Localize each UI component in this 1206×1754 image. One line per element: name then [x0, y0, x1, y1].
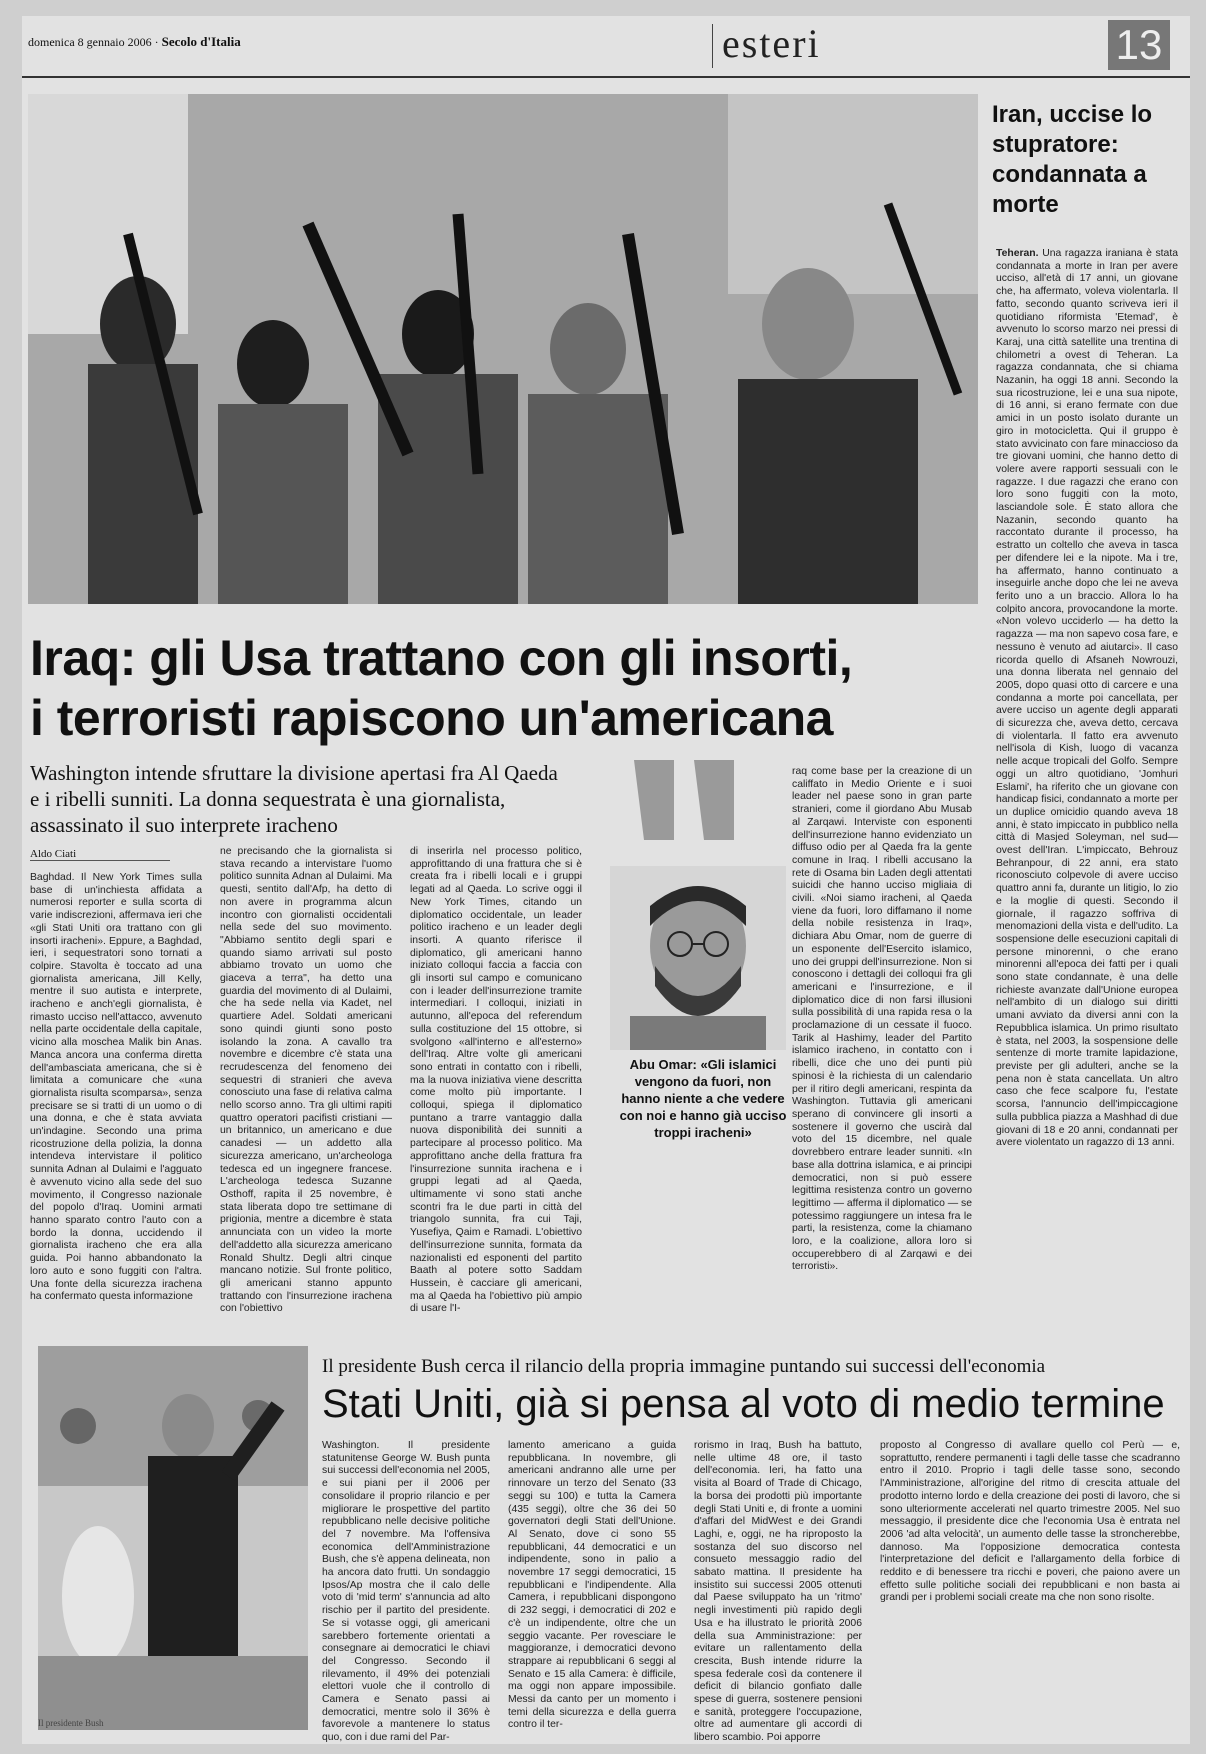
bottom-column-1: Washington. Il presidente statunitense George W. Bush punta sui successi dell'economia nel 2005, e sui piani per il 2006 per consolidare il proprio rilancio e per migliorare le prospettive del partito repubblicano nelle decisive politiche del 7 novembre. Ma l'offensiva economica dell'Amministrazione Bush, che s'è appena delineata, non ha ancora dato frutti. Un sondaggio Ipsos/Ap mostra che il calo delle voto di 'mid term' s'annuncia ad alto rischio per il partito del presidente. Se si votasse oggi, gli americani sarebbero fortemente orientati a consegnare ai democratici le chiavi del Congresso. Secondo il rilevamento, il 49% dei potenziali elettori vuole che il controllo di Camera e Senato passi ai democratici, mentre solo il 36% è favorevole a mantenere lo status quo, con i due rami del Par-	[322, 1440, 490, 1744]
byline: Aldo Ciati	[30, 848, 170, 861]
main-column-2: ne precisando che la giornalista si stava recando a intervistare l'uomo politico sunnita Adnan al Dulaimi. Ma questi, sentito dall'Afp, ha detto di non avere in programma alcun incontro con giornalisti occidentali nella sede del suo movimento. "Abbiamo sentito degli spari e quando siamo arrivati sul posto abbiamo trovato un uomo che giaceva a terra", ha detto una guardia del movimento di al Dulaimi, che ha sede nella via Kadet, nel quartiere Adel. Soldati americani sono quindi giunti sono posto isolando la zona. A cavallo tra novembre e dicembre c'è stata una recrudescenza del fenomeno dei sequestri di stranieri che aveva conosciuto una fase di relativa calma nello scorso anno. Tra gli ultimi rapiti quattro operatori pacifisti cristiani — un britannico, un americano e due canadesi — un addetto alla sicurezza americano, un'archeologa tedesca ed un ingegnere francese. L'archeologa tedesca Suzanne Osthoff, rapita il 25 novembre, è stata liberata dopo tre settimane di prigionia, mentre a dicembre è stata annunciata con un video la morte dell'addetto alla sicurezza americano Ronald Shultz. Degli altri cinque mancano notizie. Sul fronte politico, gli americani stanno appunto trattando con l'insurrezione irachena con l'obiettivo	[220, 846, 392, 1315]
main-headline-line-2: i terroristi rapiscono un'americana	[30, 690, 833, 746]
section-title: esteri	[722, 21, 821, 66]
sidebar-dateline: Teheran.	[996, 248, 1039, 259]
sidebar-body	[996, 248, 1178, 1338]
quote-icon	[634, 760, 744, 850]
main-headline	[30, 628, 990, 748]
masthead-divider	[712, 24, 713, 68]
main-column-1: Baghdad. Il New York Times sulla base di un'inchiesta affidata a numerosi reporter e sulla scorta di varie indiscrezioni, affermava ieri che «gli Stati Uniti ora trattano con gli insorti iracheni». Eppure, a Baghdad, ieri, i sequestratori sono tornati a colpire. Stavolta è toccato ad una giornalista americana, Jill Kelly, mentre il suo autista e interprete, iracheno e anch'egli giornalista, è rimasto ucciso nell'attacco, avvenuto nella parte occidentale della capitale, vicino alla moschea Malik bin Anas. Manca ancora una conferma diretta dell'ambasciata americana, che si è limitata a comunicare che «una giornalista risulta scomparsa», senza precisare se si tratti di un uomo o di una donna, e che è stata avviata un'indagine. Secondo una prima ricostruzione della polizia, la donna intendeva intervistare il politico sunnita Adnan al Dulaimi e l'agguato è avvenuto vicino alla sede del suo movimento, il Congresso nazionale del popolo d'Iraq. Uomini armati hanno sparato contro l'auto con a bordo la donna, uccidendo il giornalista iracheno che era alla guida. Poi hanno abbandonato la loro auto e sono fuggiti con l'altra. Una fonte della sicurezza irachena ha confermato questa informazione	[30, 872, 202, 1303]
bottom-column-3: rorismo in Iraq, Bush ha battuto, nelle ultime 48 ore, il tasto dell'economia. Ieri, ha fatto una visita al Board of Trade di Chicago, la borsa dei prodotti più importante degli Stati Uniti e, di fronte a uomini d'affari del MidWest e dei Grandi Laghi, e, oggi, ne ha riproposto la sostanza del suo discorso nel consueto messaggio radio del sabato mattina. Il presidente ha insistito sui successi 2005 ottenuti dal Paese sviluppato ha un 'ritmo' negli investimenti più rapido degli Usa e ha illustrato le priorità 2006 della sua Amministrazione: per evitare un rallentamento della crescita, Bush intende ridurre la spesa federale così da contenere il deficit di bilancio gonfiato dalle spese di guerra, sostenere pensioni e sanità, proteggere l'occupazione, oltre ad aumentare gli accordi di libero scambio. Poi apporre	[694, 1440, 862, 1744]
bottom-column-4: proposto al Congresso di avallare quello col Perù — e, soprattutto, rendere permanenti i tagli delle tasse che scadranno entro il 2010. Proprio i tagli delle tasse sono, secondo l'Amministrazione, all'origine del ritmo di crescita attuale del prodotto interno lordo e della creazione dei posti di lavoro, che si sono ulteriormente accelerati nel quarto trimestre 2005. Nel suo messaggio, il presidente dice che l'economia Usa è entrata nel 2006 'ad alta velocità', un aumento delle tasse la stroncherebbe, dannoso. Ma l'opposizione democratica contesta l'interpretazione del deficit e l'allargamento della forbice di reddito e di benessere tra ricchi e poveri, che paiono avere un effetto sulle politiche sociali dei repubblicani e non basta ai grandi per i problemi sociali create ma che non sono risolte.	[880, 1440, 1180, 1604]
paper-name: Secolo d'Italia	[161, 34, 241, 49]
photo-caption: Abu Omar: «Gli islamici vengono da fuori, non hanno niente a che vedere con noi e hanno già ucciso troppi iracheni»	[619, 1057, 787, 1140]
sidebar-body-text: Una ragazza iraniana è stata condannata a morte in Iran per avere ucciso, all'età di 17 anni, un giovane che, ha affermato, voleva violentarla. Il fatto, secondo quanto scriveva ieri il quotidiano riformista 'Etemad', è avvenuto lo scorso marzo nei pressi di Karaj, una città satellite una trentina di chilometri a ovest di Teheran. La ragazza condannata, che si chiama Nazanin, ha oggi 18 anni. Secondo la sua ricostruzione, lei e una sua nipote, di 16 anni, si erano fermate con due amici in un posto isolato durante un giro in motocicletta. Qui il gruppo è stato avvicinato con fare minaccioso da tre giovani uomini, che hanno detto di volere avere rapporti sessuali con le ragazze. I due ragazzi che erano con loro sono fuggiti con la moto, lasciandole sole. È stato allora che Nazanin, secondo quanto ha raccontato durante il processo, ha estratto un coltello che aveva in tasca per difendere lei e la nipote. Ma i tre, ha affermato, hanno continuato a inseguirle anche dopo che lei ne aveva ferito uno a un braccio. Allora lo ha colpito ancora, provocandone la morte. «Non volevo ucciderlo — ha detto la ragazza — ma non sapevo cosa fare, e nessuno è venuto ad aiutarci». Il caso ricorda quello di Afsaneh Nowrouzi, una donna liberata nel gennaio del 2005, dopo quasi otto di carcere e una condanna a morte poi cancellata, per avere ucciso un agente degli apparati di sicurezza che, aveva detto, cercava di violentarla. Il fatto era avvenuto nell'isola di Kish, luogo di vacanza nelle acque tropicali del Golfo. Sempre oggi un altro quotidiano, 'Jomhuri Eslami', ha riferito che un giovane con handicap fisici, condannato a morte per un duplice omicidio quando aveva 18 anni, è stato impiccato in pubblico nella città di Masjed Soleyman, nel sud—ovest dell'Iran. L'impiccato, Behrouz Behranpour, di 22 anni, era stato riconosciuto colpevole di avere ucciso quattro anni fa, durante un litigio, lo zio e la moglie di questi. Secondo il giornale, il ragazzo soffriva di menomazioni della vista e dell'udito. La sospensione delle esecuzioni capitali di persone minorenni, o che erano minorenni all'epoca dei fatti per i quali sono state condannate, è una delle richieste avanzate dall'Unione europea nell'ambito di un dialogo sui diritti umani avviato da diversi anni con la Repubblica islamica. Un primo risultato è stata, nel 2003, la sospensione delle sentenze di morte tramite lapidazione, previste per gli adulteri, anche se la pena non è stata cancellata. Un altro caso che fece scalpore fu, l'estate scorsa, l'annuncio dell'impiccagione sulla pubblica piazza a Mashhad di due giovani di 18 e 20 anni, condannati per avere violentato un ragazzo di 13 anni.	[996, 248, 1179, 1149]
main-headline-line-1: Iraq: gli Usa trattano con gli insorti,	[30, 630, 853, 686]
bottom-column-2: lamento americano a guida repubblicana. In novembre, gli americani andranno alle urne per rinnovare un terzo del Senato (33 seggi su 100) e tutta la Camera (435 seggi), oltre che 36 dei 50 governatori degli Stati dell'Unione. Al Senato, dove ci sono 55 repubblicani, 44 democratici e un indipendente, sono in palio a novembre 17 seggi democratici, 15 repubblicani e l'indipendente. Alla Camera, i repubblicani dispongono di 232 seggi, i democratici di 202 e c'è un indipendente, oltre che un seggio vacante. Per rovesciare le maggioranze, i democratici devono strappare ai repubblicani 6 seggi al Senato e 15 alla Camera: è difficile, ma oggi non appare impossibile. Messi da canto per un momento i temi della sicurezza e della guerra contro il ter-	[508, 1440, 676, 1731]
bottom-kicker: Il presidente Bush cerca il rilancio della propria immagine puntando sui successi dell'economia	[322, 1356, 1046, 1377]
abu-omar-portrait	[610, 866, 786, 1050]
insurgents-photo	[28, 94, 978, 604]
bush-photo	[38, 1346, 308, 1730]
bush-photo-illustration	[38, 1346, 308, 1730]
sidebar-headline: Iran, uccise lo stupratore: condannata a morte	[992, 101, 1153, 218]
main-subtitle: Washington intende sfruttare la divisione apertasi fra Al Qaeda e i ribelli sunniti. La donna sequestrata è una giornalista, assassinato il suo interprete iracheno	[30, 761, 558, 837]
issue-date: domenica 8 gennaio 2006	[28, 35, 152, 49]
newspaper-page	[22, 16, 1190, 1744]
photo-credit: Il presidente Bush	[38, 1718, 104, 1728]
main-column-4: raq come base per la creazione di un califfato in Medio Oriente e i suoi leader nel paese sono in gran parte stranieri, come il giordano Abu Musab al Zarqawi. Interviste con esponenti dell'insurrezione hanno evidenziato un diffuso odio per al Qaeda fra la gente comune in Iraq. I ribelli accusano la rete di Osama bin Laden degli attentati suicidi che hanno ucciso migliaia di civili. «Noi siamo iracheni, al Qaeda viene da fuori, loro diffamano il nome della nobile resistenza in Iraq», dichiara Abu Omar, nom de guerre di un esponente dell'Esercito islamico, uno dei gruppi dell'insurrezione. Non si conoscono i dettagli dei colloqui fra gli americani e l'insurrezione, e il diplomatico dice di non farsi illusioni sulla possibilità di una rapida resa o la proclamazione di un cessate il fuoco. Tarik al Hashimy, leader del Partito islamico iracheno, in contatto con i ribelli, dice che uno dei punti più spinosi è la richiesta di un calendario per il ritiro degli americani, respinta da Washington. Tuttavia gli americani sperano di convincere gli insorti a sostenere il governo che uscirà dal voto del 15 dicembre, nel quale dovrebbero entrare leader sunniti. «In base alla dottrina islamica, e ai principi democratici, non si può essere legittima resistenza contro un governo legittimo — afferma il diplomatico — se potessimo raggiungere un intesa fra le parti, la resistenza, come la chiamano loro, e la coalizione, allora loro si occuperebbero di al Zarqawi e dei terroristi».	[792, 766, 972, 1273]
masthead-date-line: domenica 8 gennaio 2006 · Secolo d'Italia	[28, 34, 241, 49]
bottom-headline: Stati Uniti, già si pensa al voto di medio termine	[322, 1382, 1165, 1426]
insurgents-photo-illustration	[28, 94, 978, 604]
masthead	[22, 16, 1190, 78]
abu-omar-photo	[610, 866, 786, 1050]
page-number: 13	[1108, 20, 1170, 70]
main-column-3: di inserirla nel processo politico, approfittando di una frattura che si è creata fra i ribelli locali e i gruppi legati ad al Qaeda. Lo scrive oggi il New York Times, citando un diplomatico occidentale, un leader politico iracheno e un leader degli insorti. A quanto riferisce il diplomatico, gli americani hanno iniziato colloqui faccia a faccia con gli insorti sul campo e comunicano con i leader dell'insurrezione tramite intermediari. I colloqui, iniziati in autunno, all'epoca del referendum sulla costituzione del 15 ottobre, si svolgono «all'interno e all'esterno» dell'Iraq. Altre volte gli americani sono entrati in contatto con i ribelli, ma la nuova iniziativa viene descritta come molto più importante. I colloqui, spiega il diplomatico puntano a trarre vantaggio dalla nuova disponibilità dei sunniti a partecipare al processo politico. Ma approfittano anche della frattura fra l'insurrezione sunnita irachena e i gruppi legati ad al Qaeda, ultimamente vi sono stati anche scontri fra le due parti in città del triangolo sunnita, fra cui Taji, Yusefiya, Qaim e Ramadi. L'obiettivo dell'insurrezione sunnita, formata da nazionalisti ed esponenti del partito Baath al potere sotto Saddam Hussein, è cacciare gli americani, ma al Qaeda ha l'obiettivo più ampio di usare l'I-	[410, 846, 582, 1315]
